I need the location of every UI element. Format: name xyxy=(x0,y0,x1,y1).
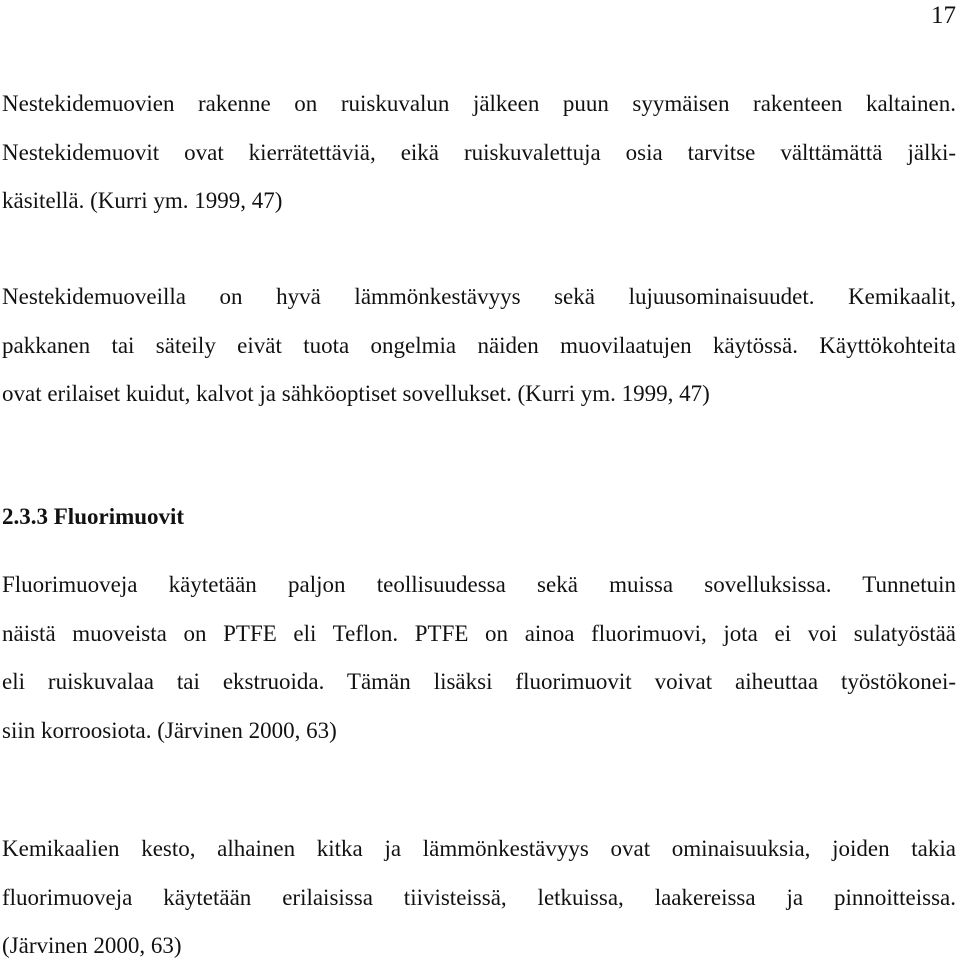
text-line: (Järvinen 2000, 63) xyxy=(2,933,182,958)
paragraph-fluoroplastics-uses xyxy=(2,825,956,971)
text-line: siin korroosiota. (Järvinen 2000, 63) xyxy=(2,717,337,743)
text-line: Nestekidemuoveilla on hyvä lämmönkestävyys sekä lujuusominaisuudet. Kemikaalit, xyxy=(2,284,956,309)
text-line: Kemikaalien kesto, alhainen kitka ja lämmönkestävyys ovat ominaisuuksia, joiden takia xyxy=(2,836,956,861)
text-line: Nestekidemuovit ovat kierrätettäviä, eikä ruiskuvalettuja osia tarvitse välttämättä jälki- xyxy=(2,139,956,165)
text-line: Fluorimuoveja käytetään paljon teollisuudessa sekä muissa sovelluksissa. Tunnetuin xyxy=(2,572,956,597)
text-line: pakkanen tai säteily eivät tuota ongelmia näiden muovilaatujen käytössä. Käyttökohteita xyxy=(2,332,956,358)
paragraph-liquid-crystal-properties xyxy=(2,273,956,419)
text-line: Nestekidemuovien rakenne on ruiskuvalun jälkeen puun syymäisen rakenteen kaltainen. xyxy=(2,91,956,116)
text-line: fluorimuoveja käytetään erilaisissa tiivisteissä, letkuissa, laakereissa ja pinnoitteissa. xyxy=(2,884,956,910)
section-heading: 2.3.3 Fluorimuovit xyxy=(2,504,185,529)
page-number: 17 xyxy=(931,2,956,29)
text-line: näistä muoveista on PTFE eli Teflon. PTFE on ainoa fluorimuovi, jota ei voi sulatyöstää xyxy=(2,620,956,646)
paragraph-fluoroplastics-intro xyxy=(2,561,956,755)
text-line: käsitellä. (Kurri ym. 1999, 47) xyxy=(2,188,283,213)
text-line: ovat erilaiset kuidut, kalvot ja sähköoptiset sovellukset. (Kurri ym. 1999, 47) xyxy=(2,381,710,406)
paragraph-liquid-crystal-structure xyxy=(2,80,956,226)
text-line: eli ruiskuvalaa tai ekstruoida. Tämän lisäksi fluorimuovit voivat aiheuttaa työstökonei- xyxy=(2,669,956,694)
